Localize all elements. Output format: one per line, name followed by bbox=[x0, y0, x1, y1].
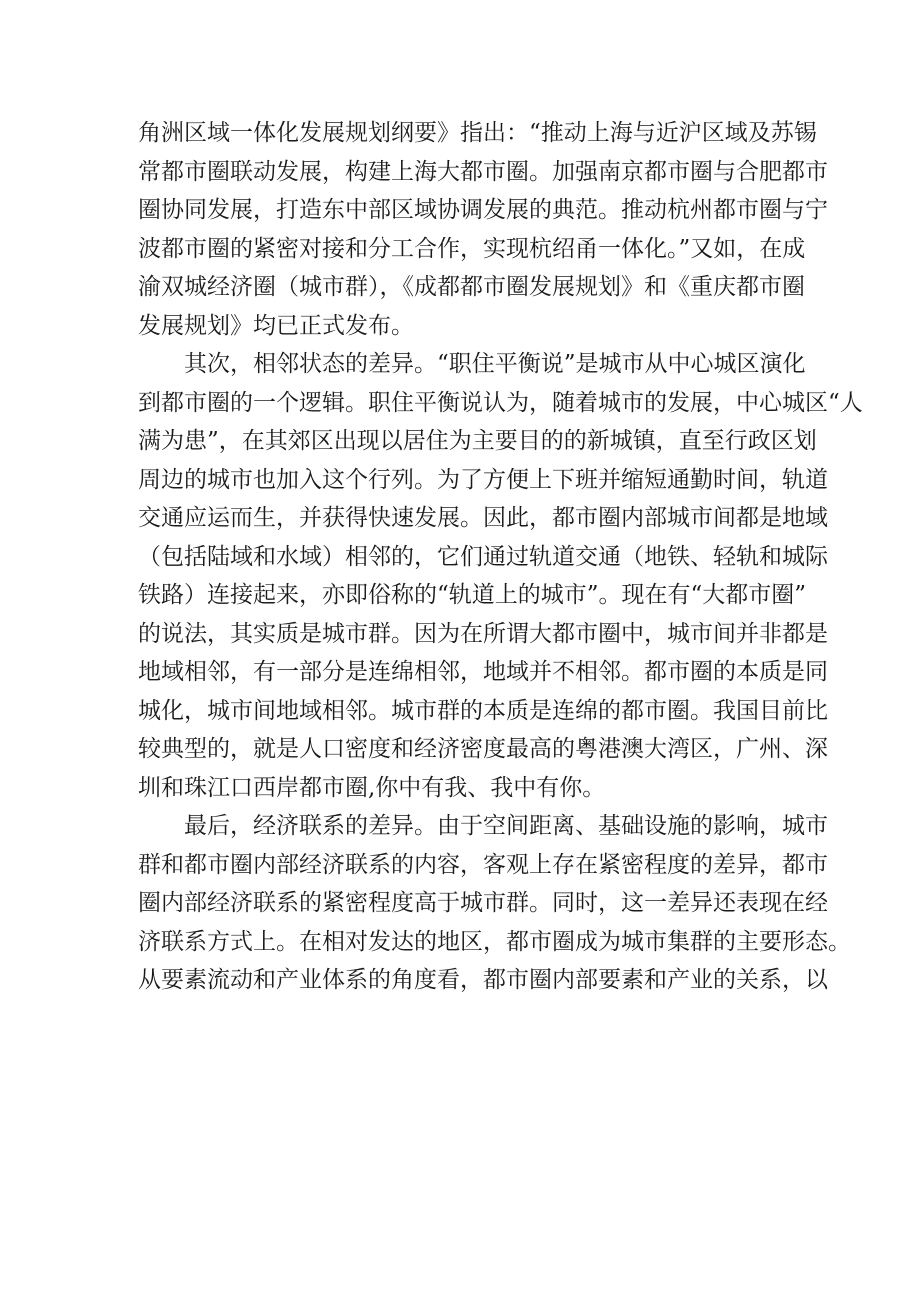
text-line: 圈内部经济联系的紧密程度高于城市群。同时，这一差异还表现在经 bbox=[138, 890, 828, 916]
text-line: 圳和珠江口西岸都市圈,你中有我、我中有你。 bbox=[138, 774, 606, 801]
paragraph-3 bbox=[138, 807, 851, 1000]
body-text bbox=[138, 114, 863, 1000]
text-line: 济联系方式上。在相对发达的地区，都市圈成为城市集群的主要形态。 bbox=[138, 928, 851, 955]
text-line: 常都市圈联动发展，构建上海大都市圈。加强南京都市圈与合肥都市 bbox=[138, 158, 828, 185]
text-line: 地域相邻，有一部分是连绵相邻，地域并不相邻。都市圈的本质是同 bbox=[138, 659, 828, 685]
text-line: 波都市圈的紧密对接和分工合作，实现杭绍甬一体化。”又如，在成 bbox=[138, 235, 806, 262]
text-line: 其次，相邻状态的差异。“职住平衡说”是城市从中心城区演化 bbox=[184, 351, 806, 377]
text-line: 周边的城市也加入这个行列。为了方便上下班并缩短通勤时间，轨道 bbox=[138, 466, 828, 493]
text-line: 城化，城市间地域相邻。城市群的本质是连绵的都市圈。我国目前比 bbox=[138, 697, 828, 724]
paragraph-1 bbox=[138, 114, 828, 345]
text-line: 发展规划》均已正式发布。 bbox=[138, 312, 414, 339]
text-line: 铁路）连接起来，亦即俗称的“轨道上的城市”。现在有“大都市圈” bbox=[138, 582, 807, 608]
text-line: （包括陆域和水域）相邻的，它们通过轨道交通（地铁、轻轨和城际 bbox=[138, 543, 828, 570]
text-line: 群和都市圈内部经济联系的内容，客观上存在紧密程度的差异，都市 bbox=[138, 851, 828, 878]
text-line: 的说法，其实质是城市群。因为在所谓大都市圈中，城市间并非都是 bbox=[138, 620, 828, 647]
text-line: 到都市圈的一个逻辑。职住平衡说认为，随着城市的发展，中心城区“人 bbox=[138, 389, 863, 416]
text-line: 较典型的，就是人口密度和经济密度最高的粤港澳大湾区，广州、深 bbox=[138, 736, 828, 762]
text-line: 圈协同发展，打造东中部区域协调发展的典范。推动杭州都市圈与宁 bbox=[138, 197, 828, 223]
text-line: 角洲区域一体化发展规划纲要》指出：“推动上海与近沪区域及苏锡 bbox=[138, 120, 817, 146]
text-line: 渝双城经济圈（城市群），《成都都市圈发展规划》和《重庆都市圈 bbox=[138, 274, 805, 300]
paragraph-2 bbox=[138, 345, 863, 807]
text-line: 满为患”，在其郊区出现以居住为主要目的的新城镇，直至行政区划 bbox=[138, 428, 817, 454]
text-line: 从要素流动和产业体系的角度看，都市圈内部要素和产业的关系，以 bbox=[138, 967, 828, 993]
text-line: 最后，经济联系的差异。由于空间距离、基础设施的影响，城市 bbox=[184, 813, 828, 839]
text-line: 交通应运而生，并获得快速发展。因此，都市圈内部城市间都是地域 bbox=[138, 505, 828, 531]
